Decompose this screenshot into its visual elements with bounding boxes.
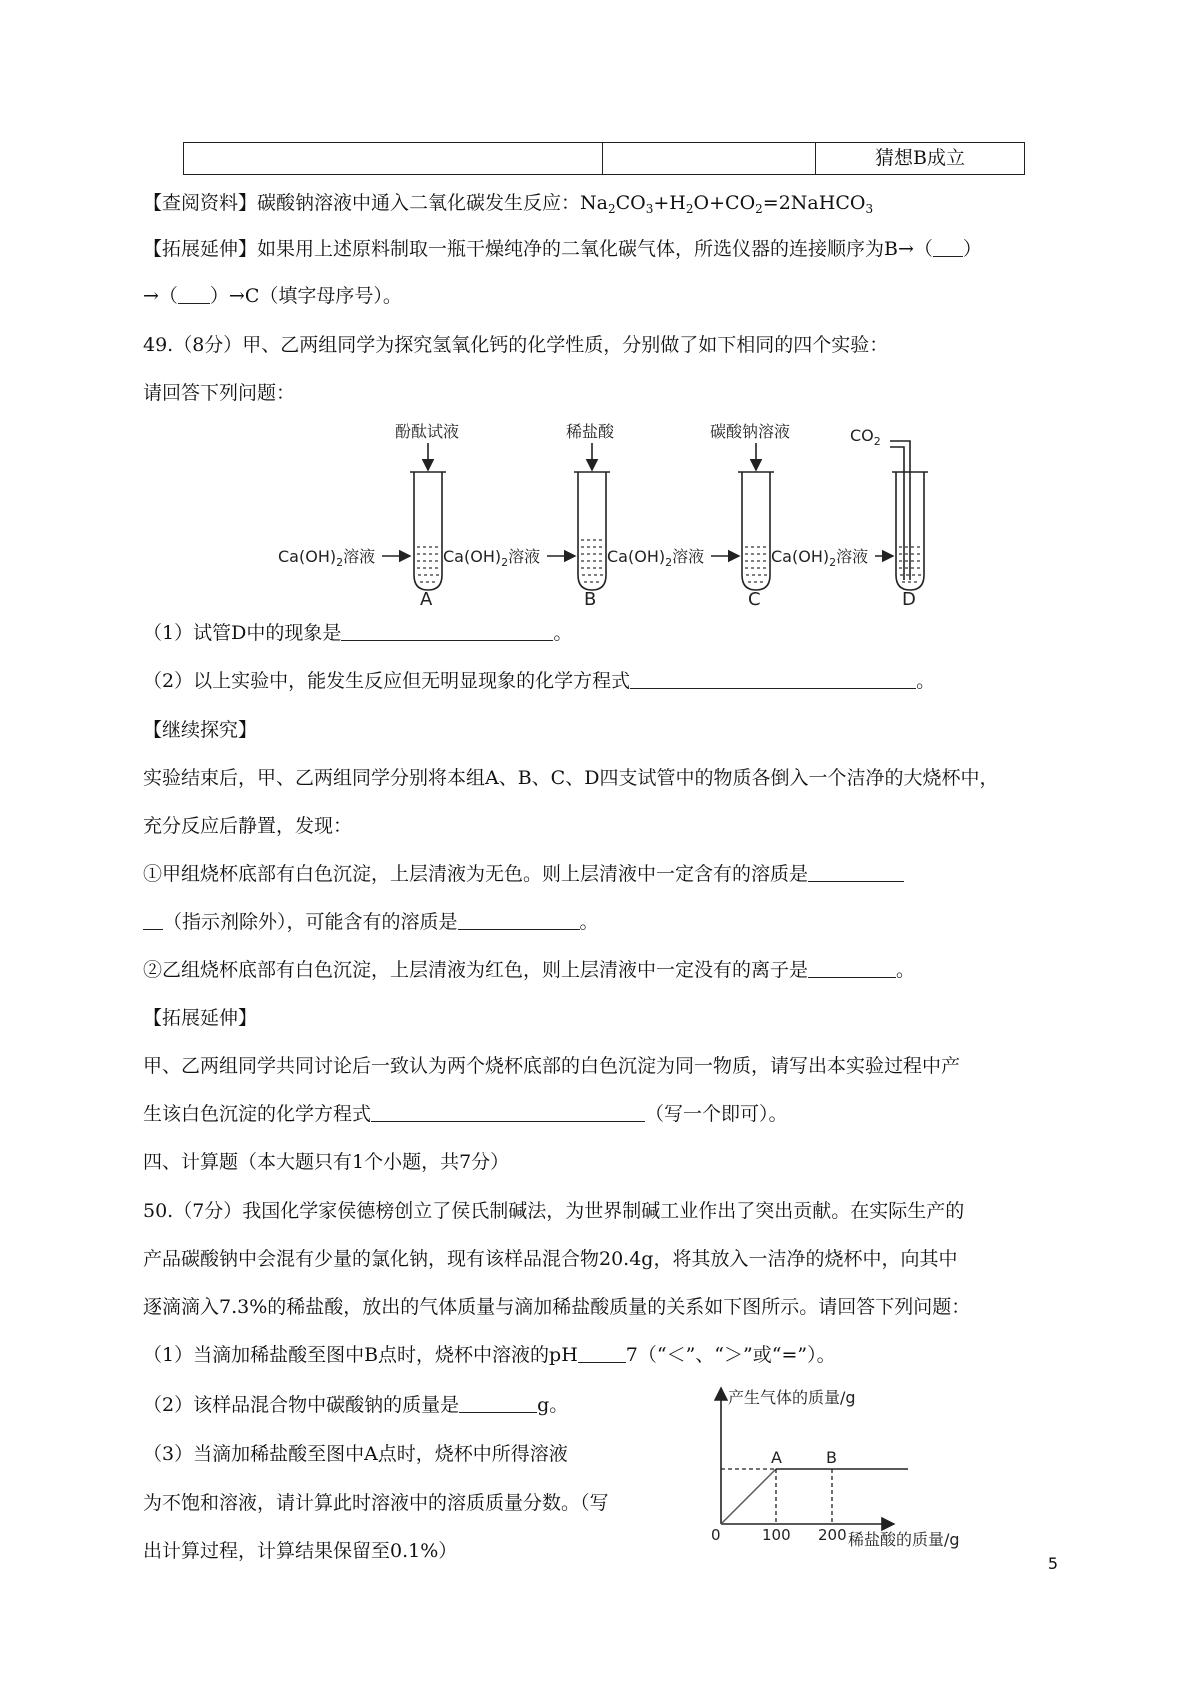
tube-letter-c: C	[748, 589, 761, 610]
tube-letter-d: D	[902, 589, 916, 610]
question-50-part-1: （1）当滴加稀盐酸至图中B点时，烧杯中溶液的pH 7（“＜”、“＞”或“=”）。	[143, 1344, 836, 1366]
reference-line: 【查阅资料】碳酸钠溶液中通入二氧化碳发生反应：$Na_2CO_3+H_2O+CO_2=2NaHCO_3$	[143, 192, 874, 216]
solution-label-b: $Ca(OH)_2$溶液	[443, 547, 541, 569]
paragraph-6: 甲、乙两组同学共同讨论后一致认为两个烧杯底部的白色沉淀为同一物质，请写出本实验过程中产	[143, 1055, 961, 1077]
page-number: 5	[1047, 1554, 1058, 1573]
tube-letter-a: A	[420, 589, 433, 610]
paragraph-1: 实验结束后，甲、乙两组同学分别将本组A、B、C、D四支试管中的物质各倒入一个洁净的大烧杯中，	[143, 767, 999, 789]
graph-origin: 0	[711, 1526, 721, 1544]
section-4-heading: 四、计算题（本大题只有1个小题，共7分）	[143, 1151, 510, 1173]
question-50-line-1: 50.（7分）我国化学家侯德榜创立了侯氏制碱法，为世界制碱工业作出了突出贡献。在实际生产的	[143, 1200, 965, 1222]
question-50-part-3-line-3: 出计算过程，计算结果保留至0.1%）	[143, 1540, 458, 1562]
reagent-label-phenolphthalein: 酚酞试液	[395, 422, 460, 441]
graph-y-label: 产生气体的质量/g	[728, 1388, 856, 1407]
reagent-label-hcl: 稀盐酸	[566, 422, 615, 441]
solution-label-a: $Ca(OH)_2$溶液	[278, 547, 376, 569]
paragraph-3: ①甲组烧杯底部有白色沉淀，上层清液为无色。则上层清液中一定含有的溶质是	[143, 861, 904, 887]
question-50-part-2: （2）该样品混合物中碳酸钠的质量是 g。	[143, 1394, 569, 1416]
graph-point-a: A	[771, 1448, 782, 1467]
tube-letter-b: B	[584, 589, 597, 610]
question-49-part-1: （1）试管D中的现象是 。	[143, 622, 573, 644]
test-tube-diagram	[0, 0, 1200, 620]
question-50-line-3: 逐滴滴入7.3%的稀盐酸，放出的气体质量与滴加稀盐酸质量的关系如下图所示。请回答下列问题：	[143, 1296, 971, 1318]
graph-rising-line	[721, 1469, 776, 1524]
reagent-label-na2co3: 碳酸钠溶液	[710, 422, 791, 441]
paragraph-7: 生该白色沉淀的化学方程式 （写一个即可）。	[143, 1103, 788, 1125]
paragraph-5: ②乙组烧杯底部有白色沉淀，上层清液为红色，则上层清液中一定没有的离子是 。	[143, 959, 916, 981]
section-heading-continue: 【继续探究】	[143, 719, 258, 741]
graph-tick-200: 200	[818, 1526, 847, 1544]
graph-tick-100: 100	[762, 1526, 791, 1544]
question-49-prompt: 请回答下列问题：	[143, 382, 296, 404]
solution-label-c: $Ca(OH)_2$溶液	[607, 547, 705, 569]
paragraph-2: 充分反应后静置，发现：	[143, 815, 353, 837]
question-50-line-2: 产品碳酸钠中会混有少量的氯化钠，现有该样品混合物20.4g，将其放入一洁净的烧杯中，向其中	[143, 1248, 958, 1270]
section-heading-extension: 【拓展延伸】	[143, 1007, 258, 1029]
paragraph-4: （指示剂除外），可能含有的溶质是 。	[143, 909, 599, 935]
question-50-part-3-line-1: （3）当滴加稀盐酸至图中A点时，烧杯中所得溶液	[143, 1443, 568, 1465]
co2-label: $CO_2$	[850, 426, 881, 448]
graph-point-b: B	[826, 1448, 837, 1467]
extension-line-2: →（ ）→C（填字母序号）。	[143, 285, 402, 307]
question-49-part-2: （2）以上实验中，能发生反应但无明显现象的化学方程式 。	[143, 670, 936, 692]
question-50-part-3-line-2: 为不饱和溶液，请计算此时溶液中的溶质质量分数。（写	[143, 1492, 609, 1514]
question-49: 49.（8分）甲、乙两组同学为探究氢氧化钙的化学性质，分别做了如下相同的四个实验：	[143, 334, 889, 356]
table-cell-3: 猜想B成立	[875, 147, 965, 169]
extension-line: 【拓展延伸】如果用上述原料制取一瓶干燥纯净的二氧化碳气体，所选仪器的连接顺序为B→（ ）	[143, 238, 982, 260]
solution-label-d: $Ca(OH)_2$溶液	[771, 547, 869, 569]
graph-x-label: 稀盐酸的质量/g	[848, 1530, 960, 1549]
